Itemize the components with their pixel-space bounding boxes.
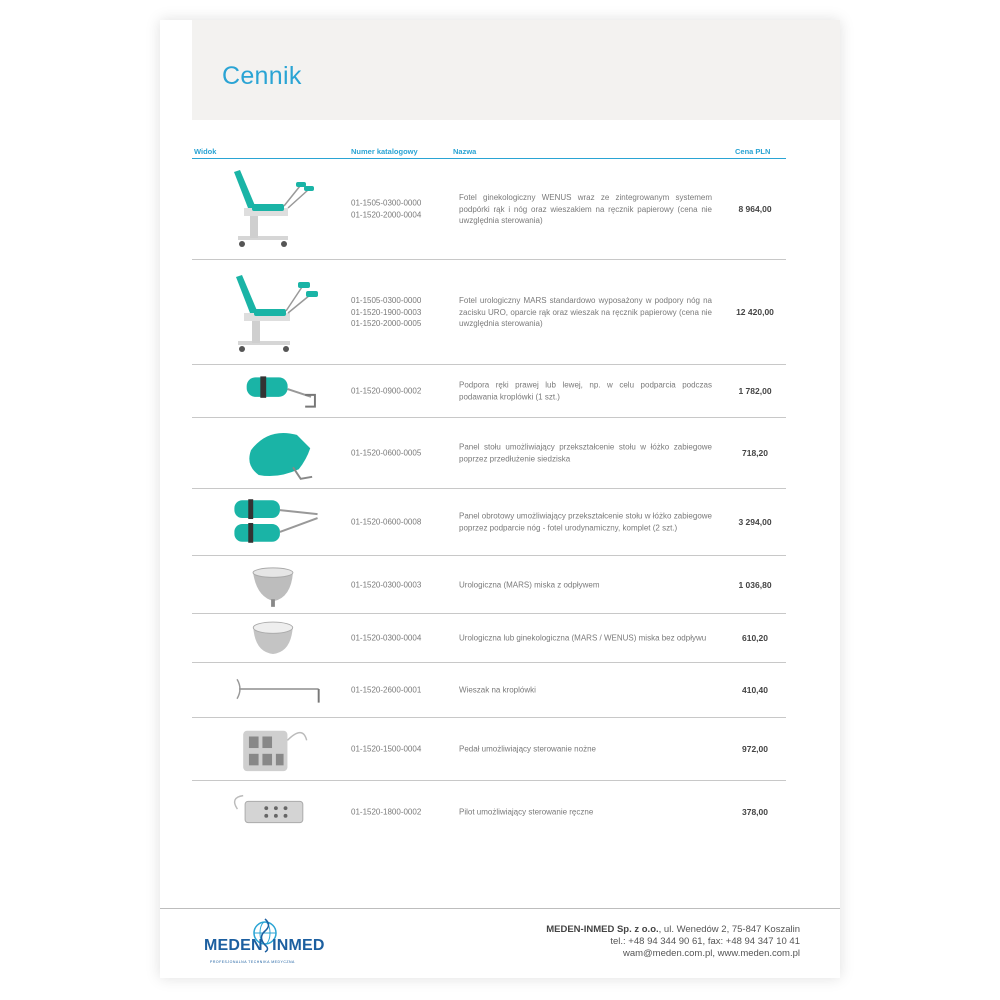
header-price: Cena PLN <box>735 147 771 156</box>
product-name: Fotel ginekologiczny WENUS wraz ze zintegrowanym systemem podpórki rąk i nóg oraz wieszakiem na ręcznik papierowy (cena nie uwzględnia sterowania) <box>459 192 712 225</box>
product-name: Pedał umożliwiający sterowanie nożne <box>459 744 596 754</box>
product-price: 718,20 <box>742 448 768 458</box>
gynecological-chair-image <box>208 164 338 254</box>
table-row <box>192 159 786 260</box>
table-row <box>192 556 786 614</box>
catalog-number: 01-1505-0300-0000 01-1520-1900-0003 01-1520-2000-0005 <box>351 295 422 328</box>
table-row <box>192 260 786 365</box>
product-price: 8 964,00 <box>738 204 772 214</box>
urological-chair-image <box>208 265 338 359</box>
company-name: MEDEN-INMED Sp. z o.o. <box>546 924 659 935</box>
catalog-number: 01-1505-0300-0000 01-1520-2000-0004 <box>351 198 422 219</box>
company-logo <box>198 915 338 975</box>
company-web: wam@meden.com.pl, www.meden.com.pl <box>622 948 800 959</box>
product-name: Urologiczna (MARS) miska z odpływem <box>459 579 600 589</box>
table-panel-image <box>208 422 338 485</box>
table-row <box>192 489 786 556</box>
catalog-number: 01-1520-0300-0004 <box>351 633 422 643</box>
logo-tagline: PROFESJONALNA TECHNIKA MEDYCZNA <box>210 960 295 964</box>
product-name: Urologiczna lub ginekologiczna (MARS / WENUS) miska bez odpływu <box>459 633 707 643</box>
table-row <box>192 614 786 663</box>
company-address: , ul. Wenedów 2, 75-847 Koszalin <box>658 924 800 935</box>
logo-wordmark: MEDEN INMED <box>204 937 325 954</box>
product-price: 3 294,00 <box>738 517 772 527</box>
header-catalog: Numer katalogowy <box>351 147 418 156</box>
bowl-image <box>208 616 338 659</box>
table-row <box>192 365 786 418</box>
product-name: Panel stołu umożliwiający przekształcenie stołu w łóżko zabiegowe poprzez przedłużenie siedziska <box>459 442 712 463</box>
price-list-page <box>160 20 840 978</box>
header-view: Widok <box>194 147 217 156</box>
footer-divider <box>160 908 840 909</box>
product-price: 1 036,80 <box>738 579 772 590</box>
catalog-number: 01-1520-1800-0002 <box>351 807 422 817</box>
rotary-panel-image <box>208 492 338 551</box>
company-phone: tel.: +48 94 344 90 61, fax: +48 94 347 10 41 <box>610 936 800 947</box>
table-row <box>192 781 786 843</box>
header-name: Nazwa <box>453 147 477 156</box>
product-name: Fotel urologiczny MARS standardowo wyposażony w podpory nóg na zacisku URO, oparcie rąk oraz wieszak na ręcznik papierowy (cena nie uwzględnia sterowania) <box>459 295 712 328</box>
foot-pedal-image <box>208 721 338 777</box>
page-title: Cennik <box>222 62 302 90</box>
arm-rest-image <box>208 368 338 415</box>
product-name: Wieszak na kroplówki <box>459 685 536 695</box>
catalog-number: 01-1520-0900-0002 <box>351 386 422 396</box>
product-price: 378,00 <box>742 807 768 817</box>
drip-stand-image <box>208 666 338 715</box>
catalog-number: 01-1520-0300-0003 <box>351 579 422 589</box>
table-header <box>192 146 786 159</box>
product-price: 410,40 <box>742 685 768 695</box>
product-name: Podpora ręki prawej lub lewej, np. w celu podparcia podczas podawania kroplówki (1 szt.) <box>459 380 712 401</box>
product-name: Panel obrotowy umożliwiający przekształcenie stołu w łóżko zabiegowe poprzez podparcie nóg - fotel urodynamiczny, komplet (2 szt.) <box>459 511 712 532</box>
product-name: Pilot umożliwiający sterowanie ręczne <box>459 807 594 817</box>
table-row <box>192 718 786 781</box>
hand-remote-image <box>208 784 338 840</box>
bowl-with-drain-image <box>208 559 338 610</box>
contact-info <box>546 924 800 960</box>
table-row <box>192 418 786 489</box>
catalog-number: 01-1520-0600-0005 <box>351 448 422 458</box>
product-price: 610,20 <box>742 633 768 643</box>
product-price: 12 420,00 <box>736 307 774 317</box>
catalog-number: 01-1520-1500-0004 <box>351 744 422 754</box>
table-row <box>192 663 786 718</box>
catalog-number: 01-1520-2600-0001 <box>351 685 422 695</box>
product-price: 972,00 <box>742 744 768 754</box>
catalog-number: 01-1520-0600-0008 <box>351 517 422 527</box>
product-price: 1 782,00 <box>738 386 772 396</box>
